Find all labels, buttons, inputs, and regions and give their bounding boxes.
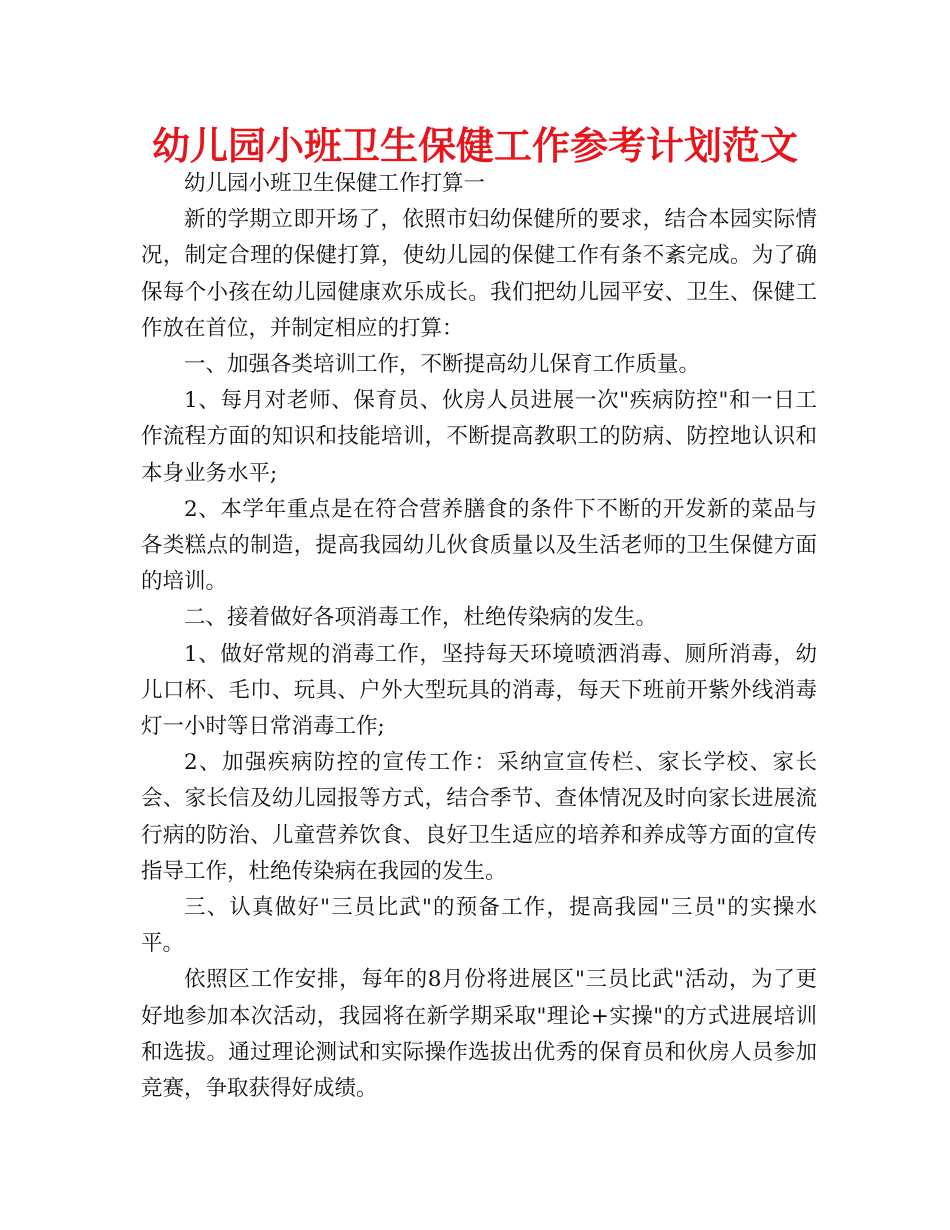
document-body — [141, 166, 817, 1107]
document-title: 幼儿园小班卫生保健工作参考计划范文 — [151, 124, 798, 168]
paragraph-3-1: 依照区工作安排，每年的8月份将进展区"三员比武"活动，为了更好地参加本次活动，我园将在新学期采取"理论+实操"的方式进展培训和选拔。通过理论测试和实际操作选拔出优秀的保育员和伙房人员参加竞赛，争取获得好成绩。 — [141, 967, 817, 1102]
paragraph-intro: 新的学期立即开场了，依照市妇幼保健所的要求，结合本园实际情况，制定合理的保健打算，使幼儿园的保健工作有条不紊完成。为了确保每个小孩在幼儿园健康欢乐成长。我们把幼儿园平安、卫生、保健工作放在首位，并制定相应的打算： — [141, 207, 817, 341]
paragraph-1-2: 2、本学年重点是在符合营养膳食的条件下不断的开发新的菜品与各类糕点的制造，提高我园幼儿伙食质量以及生活老师的卫生保健方面的培训。 — [141, 496, 817, 595]
paragraph-1-1: 1、每月对老师、保育员、伙房人员进展一次"疾病防控"和一日工作流程方面的知识和技能培训，不断提高教职工的防病、防控地认识和本身业务水平; — [141, 388, 817, 486]
heading-section-1: 一、加强各类培训工作，不断提高幼儿保育工作质量。 — [184, 352, 701, 378]
paragraph-2-1: 1、做好常规的消毒工作，坚持每天环境喷洒消毒、厕所消毒，幼儿口杯、毛巾、玩具、户外大型玩具的消毒，每天下班前开紫外线消毒灯一小时等日常消毒工作; — [141, 641, 817, 740]
section-subtitle: 幼儿园小班卫生保健工作打算一 — [184, 171, 486, 196]
heading-section-2: 二、接着做好各项消毒工作，杜绝传染病的发生。 — [184, 605, 658, 631]
heading-section-3: 三、认真做好"三员比武"的预备工作，提高我园"三员"的实操水平。 — [141, 895, 817, 957]
paragraph-2-2: 2、加强疾病防控的宣传工作：采纳宣宣传栏、家长学校、家长会、家长信及幼儿园报等方式，结合季节、查体情况及时向家长进展流行病的防治、儿童营养饮食、良好卫生适应的培养和养成等方面的宣传指导工作，杜绝传染病在我园的发生。 — [141, 750, 817, 884]
